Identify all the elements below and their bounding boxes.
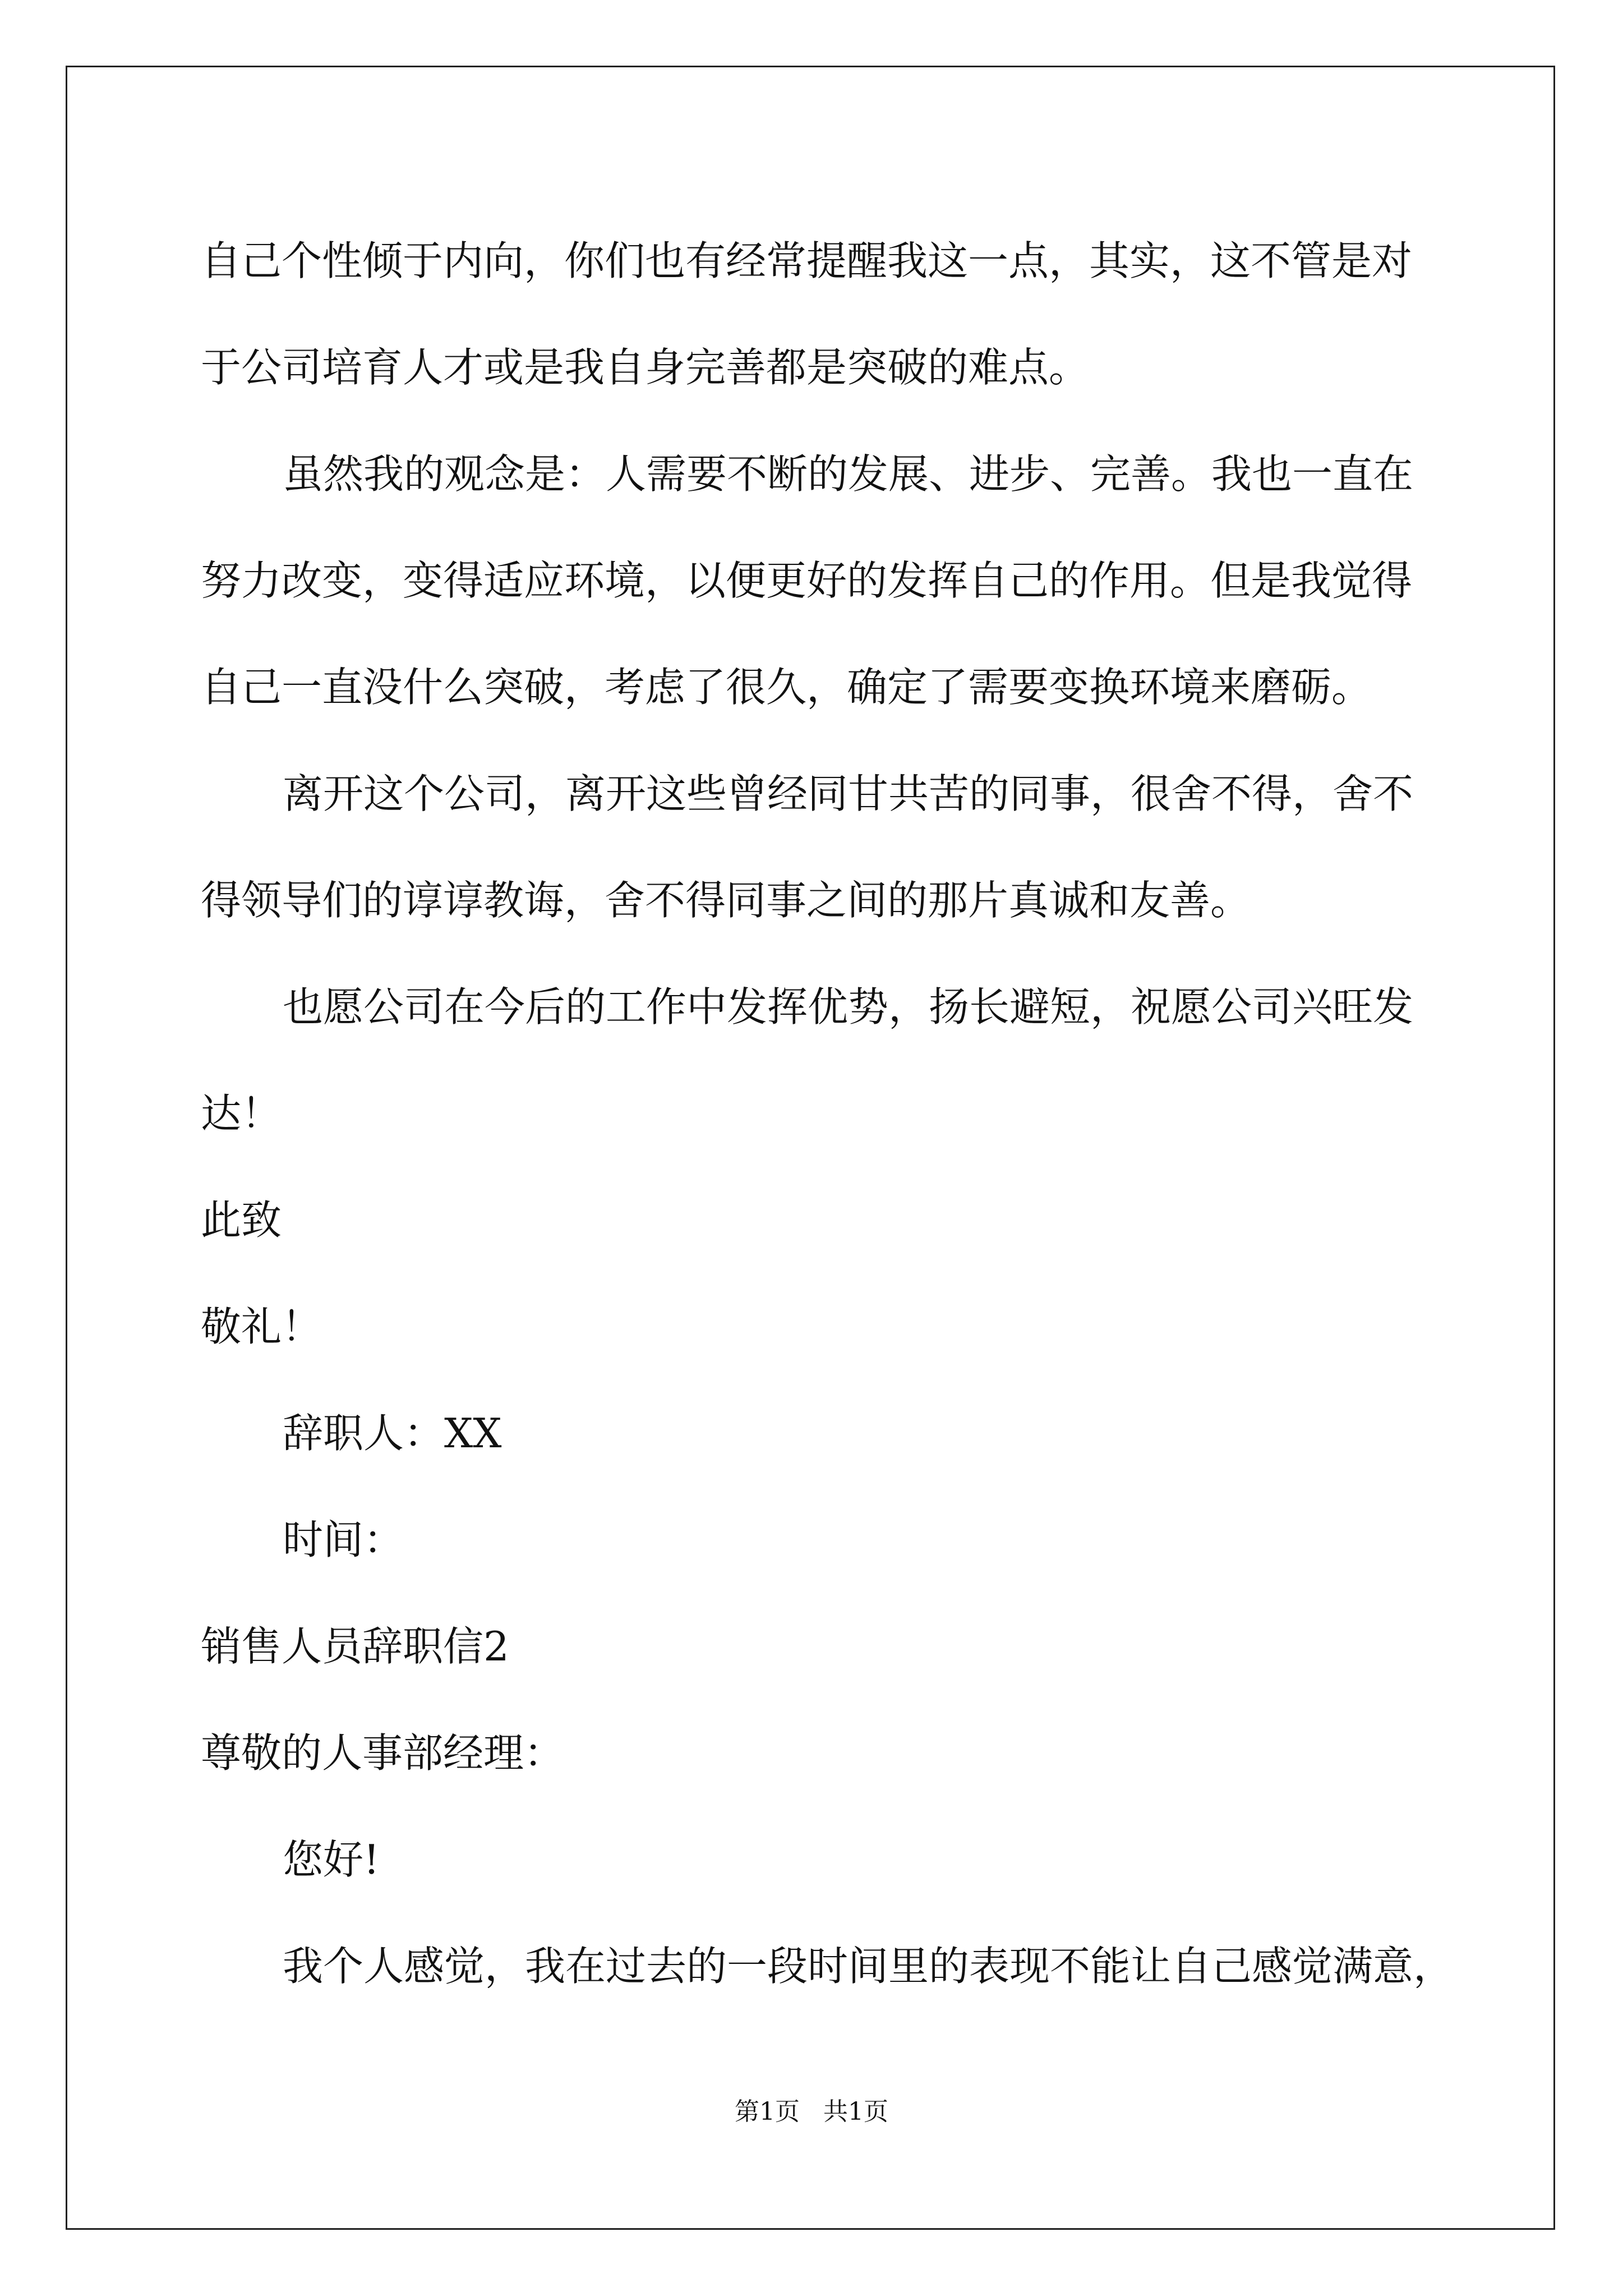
page-footer xyxy=(0,2095,1623,2129)
text-line: 虽然我的观念是：人需要不断的发展、进步、完善。我也一直在 xyxy=(283,450,1414,498)
text-line: 自己个性倾于内向，你们也有经常提醒我这一点，其实，这不管是对 xyxy=(201,237,1413,284)
text-line: 得领导们的谆谆教诲，舍不得同事之间的那片真诚和友善。 xyxy=(201,877,1251,924)
text-line: 努力改变，变得适应环境，以便更好的发挥自己的作用。但是我觉得 xyxy=(201,557,1413,604)
text-line: 于公司培育人才或是我自身完善都是突破的难点。 xyxy=(201,344,1090,391)
text-line: 离开这个公司，离开这些曾经同甘共苦的同事，很舍不得，舍不 xyxy=(283,770,1414,817)
signature-line: 辞职人：XX xyxy=(283,1410,502,1457)
letter-body xyxy=(201,208,1454,2019)
text-line: 自己一直没什么突破，考虑了很久，确定了需要变换环境来磨砺。 xyxy=(201,664,1372,711)
page-number: 第1页 xyxy=(735,2097,800,2126)
addressee-line: 尊敬的人事部经理： xyxy=(201,1729,565,1777)
text-line: 达！ xyxy=(201,1090,282,1137)
text-line: 也愿公司在今后的工作中发挥优势，扬长避短，祝愿公司兴旺发 xyxy=(283,983,1414,1030)
salutation-line: 敬礼！ xyxy=(201,1303,322,1350)
date-line: 时间： xyxy=(283,1516,404,1563)
section-title: 销售人员辞职信2 xyxy=(201,1623,509,1670)
page-total: 共1页 xyxy=(823,2097,888,2126)
closing-line: 此致 xyxy=(201,1197,282,1244)
text-line: 我个人感觉，我在过去的一段时间里的表现不能让自己感觉满意， xyxy=(283,1943,1454,1990)
greeting-line: 您好! xyxy=(283,1836,380,1883)
